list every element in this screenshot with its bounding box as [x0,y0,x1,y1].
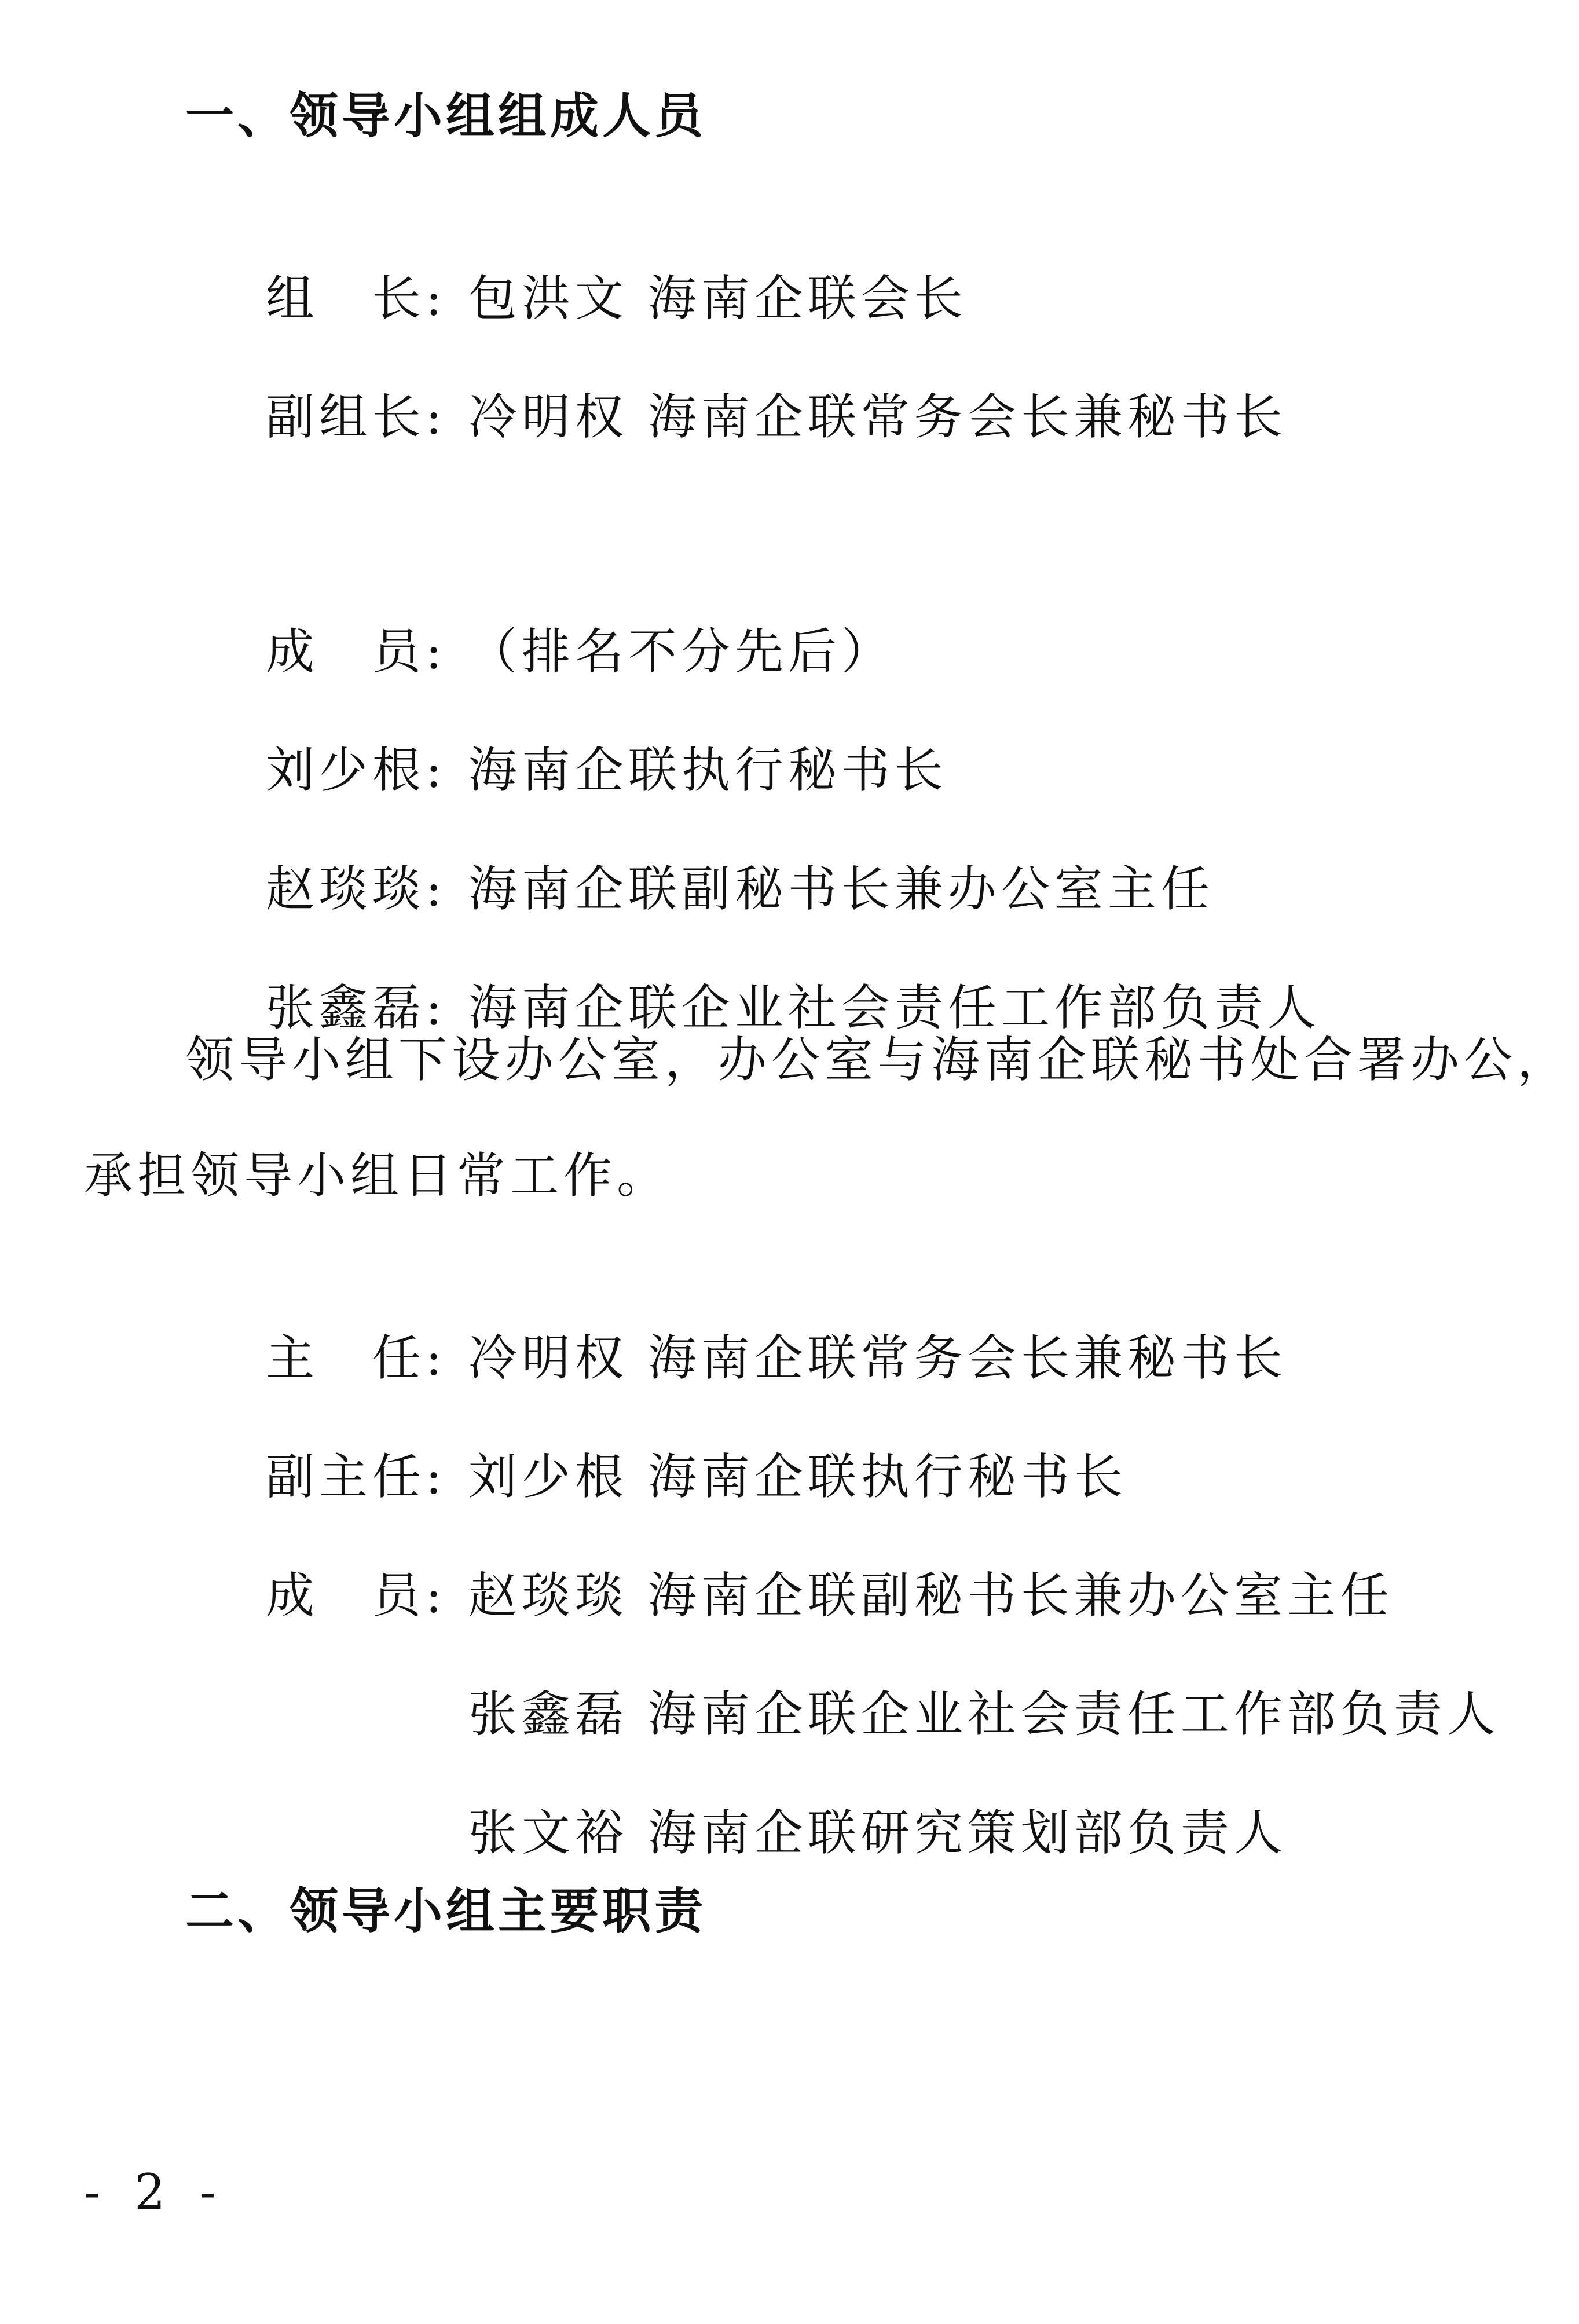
leader-label: 组 长: [265,270,447,327]
member-name: 赵琰琰: [265,861,447,917]
office-deputy-name: 刘少根 [468,1448,628,1505]
office-member-name: 赵琰琰 [468,1567,628,1624]
member-name: 刘少根: [265,742,447,799]
member-title: 海南企联副秘书长兼办公室主任 [468,861,1214,917]
office-director-title: 海南企联常务会长兼秘书长 [647,1330,1287,1386]
office-paragraph-line2: 承担领导小组日常工作。 [84,1147,671,1204]
office-director-label: 主 任: [265,1330,447,1386]
section1-heading: 一、领导小组组成人员 [185,87,707,144]
office-member-title: 海南企联研究策划部负责人 [647,1805,1287,1861]
office-deputy-label: 副主任: [265,1448,447,1505]
deputy-label: 副组长: [265,389,447,445]
office-member-name: 张鑫磊 [468,1686,628,1743]
office-director-name: 冷明权 [468,1330,628,1386]
member-title: 海南企联执行秘书长 [468,742,948,799]
office-member-title: 海南企联副秘书长兼办公室主任 [647,1567,1394,1624]
leader-title: 海南企联会长 [647,270,968,327]
member-title: 海南企联企业社会责任工作部负责人 [468,979,1321,1036]
deputy-title: 海南企联常务会长兼秘书长 [647,389,1287,445]
deputy-row [185,321,1287,513]
office-member-title: 海南企联企业社会责任工作部负责人 [647,1686,1500,1743]
member-name: 张鑫磊: [265,979,447,1036]
office-paragraph-line1: 领导小组下设办公室，办公室与海南企联秘书处合署办公， [185,1031,1571,1088]
deputy-name: 冷明权 [468,389,628,445]
office-member-name: 张文裕 [468,1805,628,1861]
members-note: （排名不分先后） [468,623,895,680]
office-deputy-title: 海南企联执行秘书长 [647,1448,1127,1505]
leader-name: 包洪文 [468,270,628,327]
office-members-label: 成 员: [265,1567,447,1624]
members-label: 成 员: [265,623,447,680]
page-number: - 2 - [84,2164,225,2220]
section2-heading: 二、领导小组主要职责 [185,1883,707,1939]
